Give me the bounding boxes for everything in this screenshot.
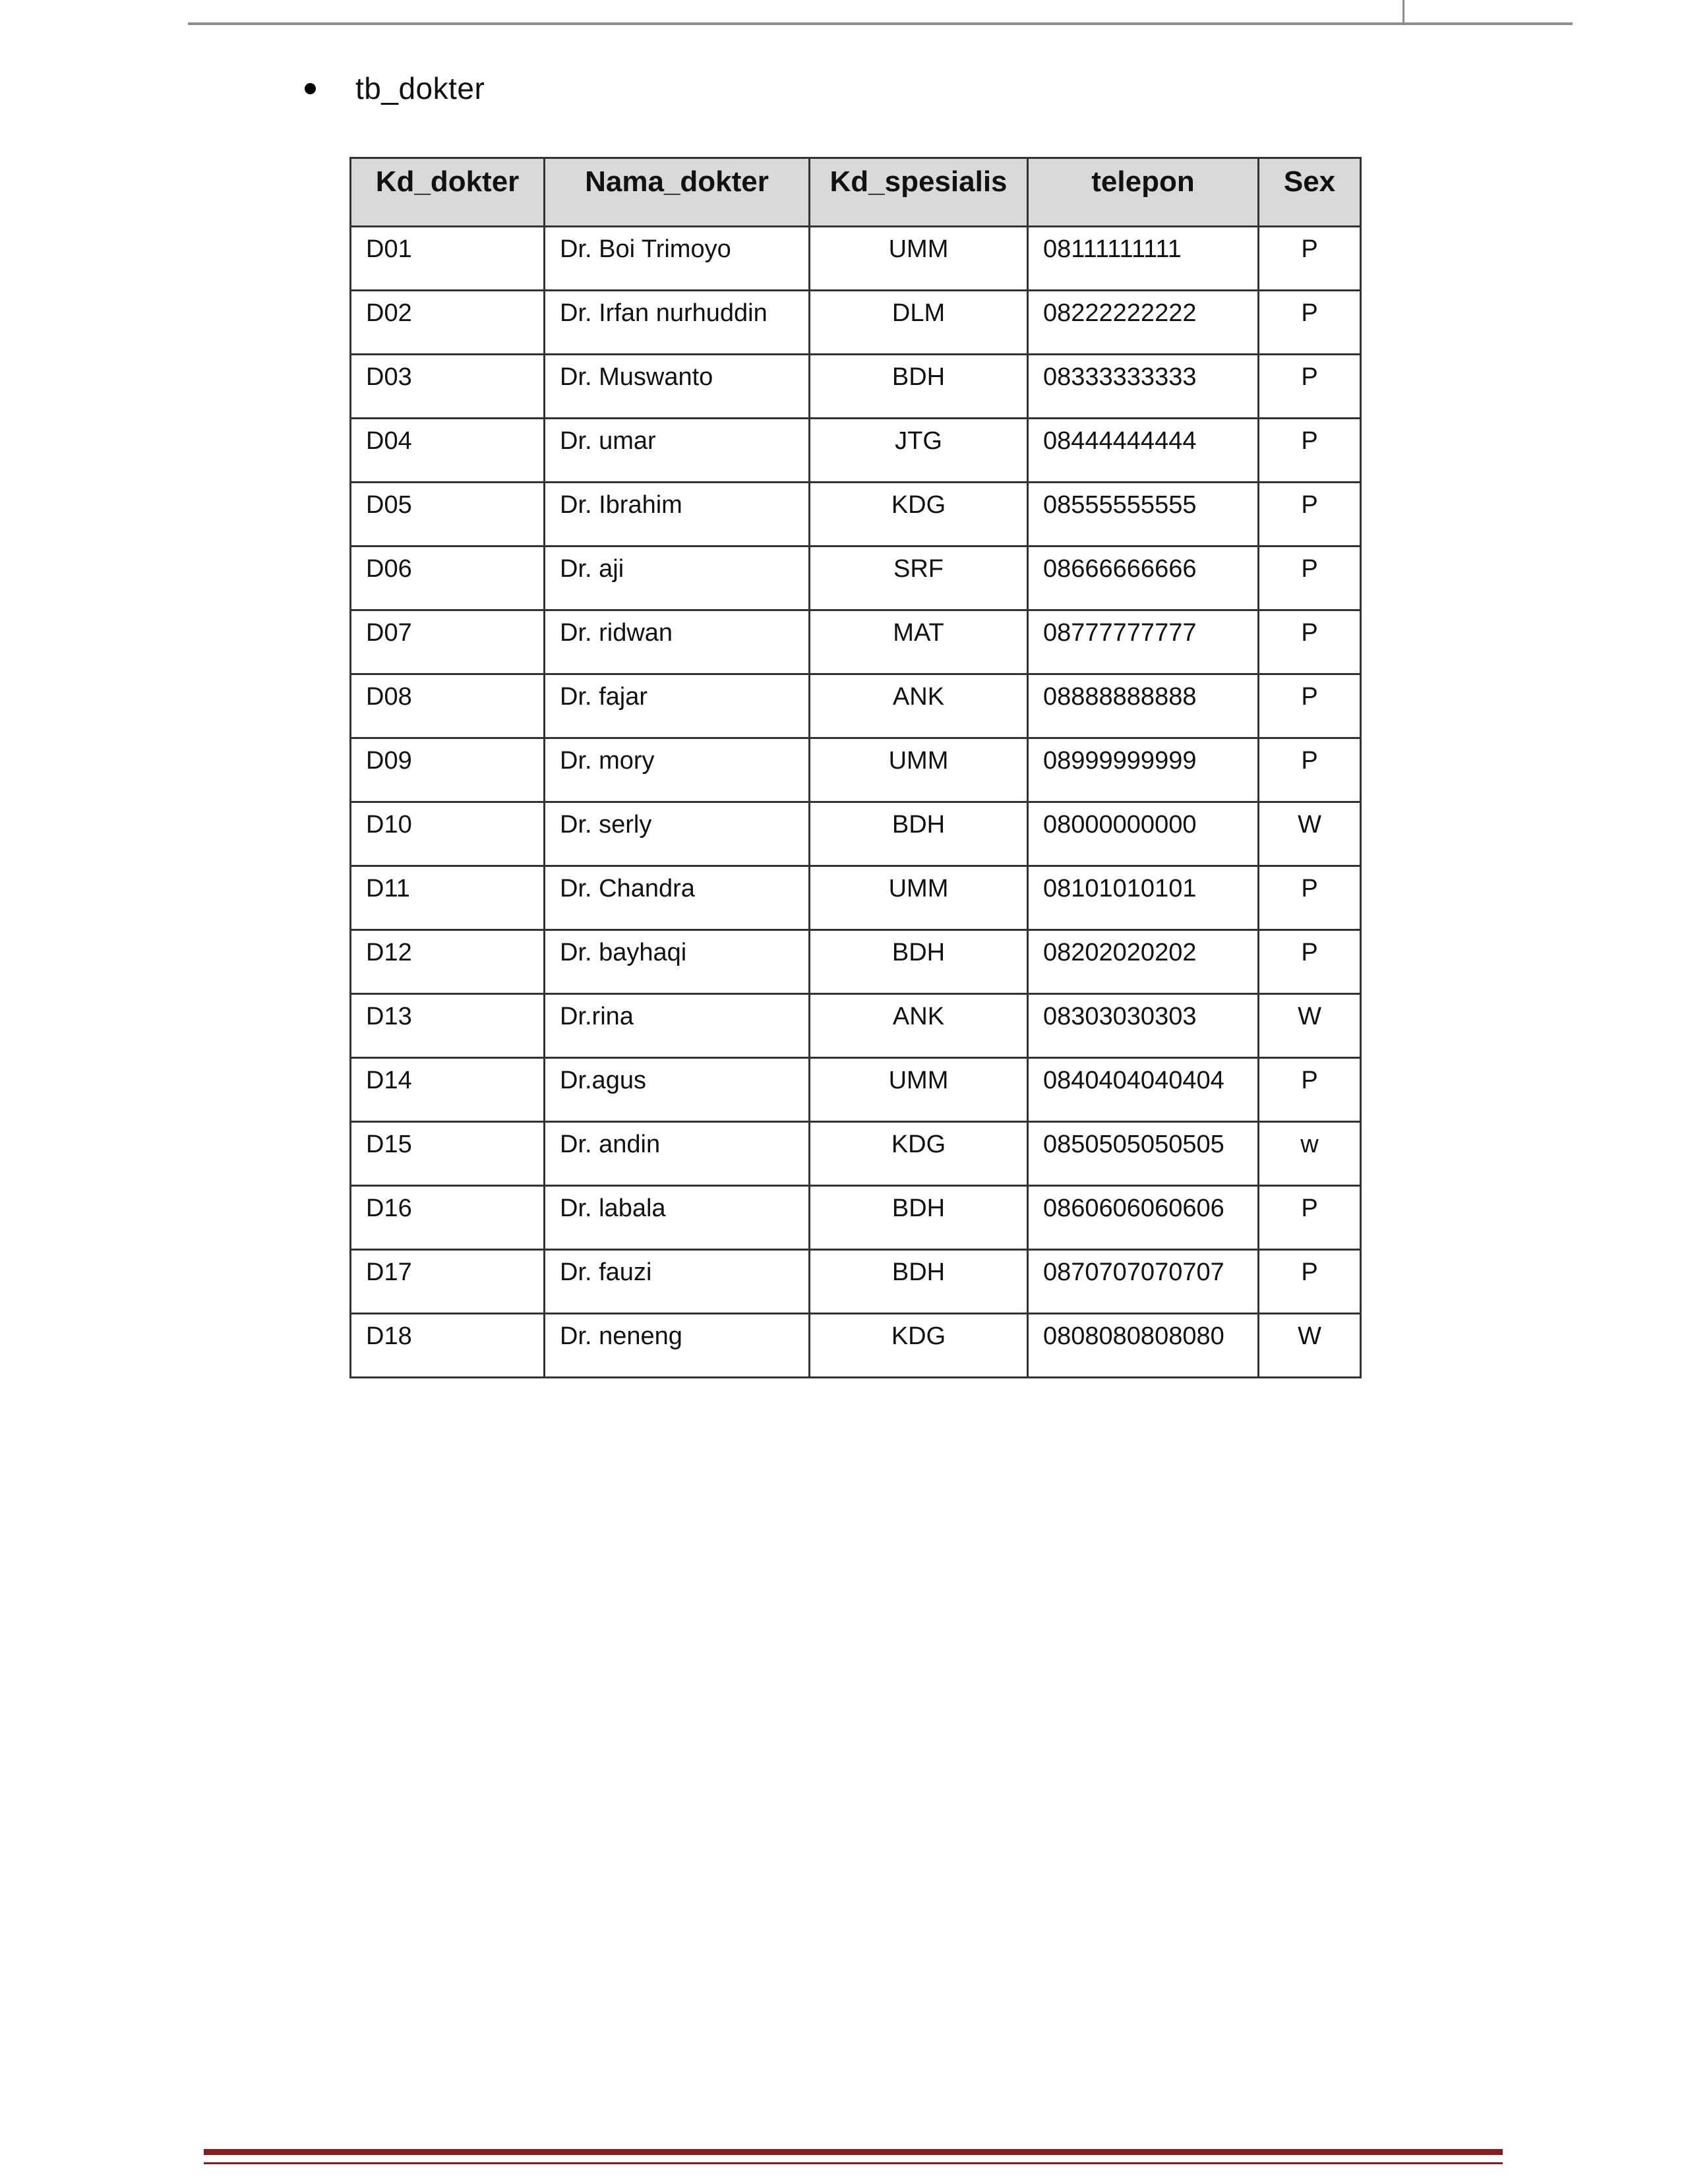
column-header-kd-spesialis: Kd_spesialis xyxy=(810,158,1028,227)
cell-sex: P xyxy=(1259,1058,1361,1122)
table-row xyxy=(351,1314,1361,1378)
table-row xyxy=(351,1058,1361,1122)
cell-telepon: 08303030303 xyxy=(1028,994,1259,1058)
page-header-tick xyxy=(1402,0,1404,24)
cell-kd-dokter: D06 xyxy=(351,546,545,610)
cell-telepon: 08555555555 xyxy=(1028,483,1259,546)
cell-kd-dokter: D10 xyxy=(351,802,545,866)
table-header xyxy=(351,158,1361,227)
page-footer-rule-thin xyxy=(204,2162,1503,2164)
table-row xyxy=(351,1122,1361,1186)
table-row xyxy=(351,227,1361,291)
cell-nama-dokter: Dr. andin xyxy=(545,1122,810,1186)
table-row xyxy=(351,1250,1361,1314)
cell-kd-spesialis: ANK xyxy=(810,994,1028,1058)
table-body xyxy=(351,227,1361,1378)
cell-telepon: 08666666666 xyxy=(1028,546,1259,610)
cell-kd-spesialis: KDG xyxy=(810,483,1028,546)
dokter-table xyxy=(349,157,1362,1378)
cell-sex: P xyxy=(1259,419,1361,483)
cell-telepon: 0840404040404 xyxy=(1028,1058,1259,1122)
cell-telepon: 0870707070707 xyxy=(1028,1250,1259,1314)
cell-telepon: 08111111111 xyxy=(1028,227,1259,291)
cell-kd-spesialis: UMM xyxy=(810,1058,1028,1122)
cell-kd-spesialis: ANK xyxy=(810,674,1028,738)
table-row xyxy=(351,483,1361,546)
cell-kd-dokter: D18 xyxy=(351,1314,545,1378)
cell-kd-spesialis: SRF xyxy=(810,546,1028,610)
cell-kd-spesialis: KDG xyxy=(810,1314,1028,1378)
cell-nama-dokter: Dr. umar xyxy=(545,419,810,483)
cell-sex: P xyxy=(1259,227,1361,291)
cell-nama-dokter: Dr. Irfan nurhuddin xyxy=(545,291,810,355)
cell-nama-dokter: Dr. fauzi xyxy=(545,1250,810,1314)
page-header-rule xyxy=(188,22,1573,25)
cell-sex: P xyxy=(1259,610,1361,674)
cell-sex: W xyxy=(1259,994,1361,1058)
cell-telepon: 0808080808080 xyxy=(1028,1314,1259,1378)
cell-telepon: 08444444444 xyxy=(1028,419,1259,483)
cell-sex: P xyxy=(1259,930,1361,994)
table-row xyxy=(351,419,1361,483)
cell-nama-dokter: Dr. labala xyxy=(545,1186,810,1250)
cell-telepon: 08777777777 xyxy=(1028,610,1259,674)
cell-kd-spesialis: DLM xyxy=(810,291,1028,355)
cell-sex: P xyxy=(1259,1250,1361,1314)
cell-nama-dokter: Dr. Ibrahim xyxy=(545,483,810,546)
cell-kd-spesialis: UMM xyxy=(810,738,1028,802)
cell-kd-spesialis: UMM xyxy=(810,227,1028,291)
cell-nama-dokter: Dr. neneng xyxy=(545,1314,810,1378)
cell-sex: w xyxy=(1259,1122,1361,1186)
cell-kd-dokter: D13 xyxy=(351,994,545,1058)
cell-kd-dokter: D14 xyxy=(351,1058,545,1122)
cell-kd-dokter: D07 xyxy=(351,610,545,674)
cell-kd-spesialis: BDH xyxy=(810,802,1028,866)
table-row xyxy=(351,866,1361,930)
cell-nama-dokter: Dr. aji xyxy=(545,546,810,610)
cell-kd-dokter: D05 xyxy=(351,483,545,546)
bullet-icon xyxy=(305,83,316,94)
cell-sex: P xyxy=(1259,866,1361,930)
cell-kd-spesialis: MAT xyxy=(810,610,1028,674)
cell-nama-dokter: Dr. Chandra xyxy=(545,866,810,930)
cell-kd-spesialis: UMM xyxy=(810,866,1028,930)
cell-kd-spesialis: KDG xyxy=(810,1122,1028,1186)
cell-nama-dokter: Dr.agus xyxy=(545,1058,810,1122)
section-bullet-item xyxy=(305,69,485,108)
column-header-sex: Sex xyxy=(1259,158,1361,227)
cell-sex: P xyxy=(1259,546,1361,610)
table-row xyxy=(351,610,1361,674)
table-row xyxy=(351,674,1361,738)
table-row xyxy=(351,355,1361,419)
cell-kd-dokter: D04 xyxy=(351,419,545,483)
table-header-row xyxy=(351,158,1361,227)
cell-sex: P xyxy=(1259,738,1361,802)
cell-kd-dokter: D02 xyxy=(351,291,545,355)
cell-telepon: 08222222222 xyxy=(1028,291,1259,355)
cell-kd-spesialis: BDH xyxy=(810,930,1028,994)
page-footer-rule xyxy=(204,2149,1503,2155)
cell-nama-dokter: Dr. ridwan xyxy=(545,610,810,674)
cell-telepon: 08101010101 xyxy=(1028,866,1259,930)
column-header-nama-dokter: Nama_dokter xyxy=(545,158,810,227)
cell-telepon: 08202020202 xyxy=(1028,930,1259,994)
table-row xyxy=(351,291,1361,355)
cell-sex: P xyxy=(1259,291,1361,355)
cell-nama-dokter: Dr. fajar xyxy=(545,674,810,738)
cell-kd-dokter: D16 xyxy=(351,1186,545,1250)
cell-kd-dokter: D15 xyxy=(351,1122,545,1186)
cell-sex: P xyxy=(1259,483,1361,546)
cell-sex: W xyxy=(1259,1314,1361,1378)
cell-kd-dokter: D09 xyxy=(351,738,545,802)
cell-telepon: 0850505050505 xyxy=(1028,1122,1259,1186)
cell-telepon: 08000000000 xyxy=(1028,802,1259,866)
table-row xyxy=(351,546,1361,610)
table-row xyxy=(351,738,1361,802)
cell-sex: P xyxy=(1259,1186,1361,1250)
cell-telepon: 08888888888 xyxy=(1028,674,1259,738)
cell-kd-spesialis: JTG xyxy=(810,419,1028,483)
cell-sex: W xyxy=(1259,802,1361,866)
table-row xyxy=(351,994,1361,1058)
cell-kd-dokter: D01 xyxy=(351,227,545,291)
column-header-kd-dokter: Kd_dokter xyxy=(351,158,545,227)
cell-nama-dokter: Dr.rina xyxy=(545,994,810,1058)
cell-kd-dokter: D08 xyxy=(351,674,545,738)
cell-nama-dokter: Dr. Boi Trimoyo xyxy=(545,227,810,291)
table-row xyxy=(351,1186,1361,1250)
section-title: tb_dokter xyxy=(355,71,485,105)
cell-kd-spesialis: BDH xyxy=(810,1250,1028,1314)
table-row xyxy=(351,802,1361,866)
cell-kd-dokter: D11 xyxy=(351,866,545,930)
cell-kd-dokter: D12 xyxy=(351,930,545,994)
cell-kd-spesialis: BDH xyxy=(810,1186,1028,1250)
column-header-telepon: telepon xyxy=(1028,158,1259,227)
cell-telepon: 0860606060606 xyxy=(1028,1186,1259,1250)
cell-kd-dokter: D17 xyxy=(351,1250,545,1314)
cell-sex: P xyxy=(1259,674,1361,738)
cell-telepon: 08999999999 xyxy=(1028,738,1259,802)
table-row xyxy=(351,930,1361,994)
cell-telepon: 08333333333 xyxy=(1028,355,1259,419)
cell-kd-spesialis: BDH xyxy=(810,355,1028,419)
cell-nama-dokter: Dr. Muswanto xyxy=(545,355,810,419)
cell-sex: P xyxy=(1259,355,1361,419)
cell-nama-dokter: Dr. mory xyxy=(545,738,810,802)
cell-kd-dokter: D03 xyxy=(351,355,545,419)
cell-nama-dokter: Dr. bayhaqi xyxy=(545,930,810,994)
cell-nama-dokter: Dr. serly xyxy=(545,802,810,866)
